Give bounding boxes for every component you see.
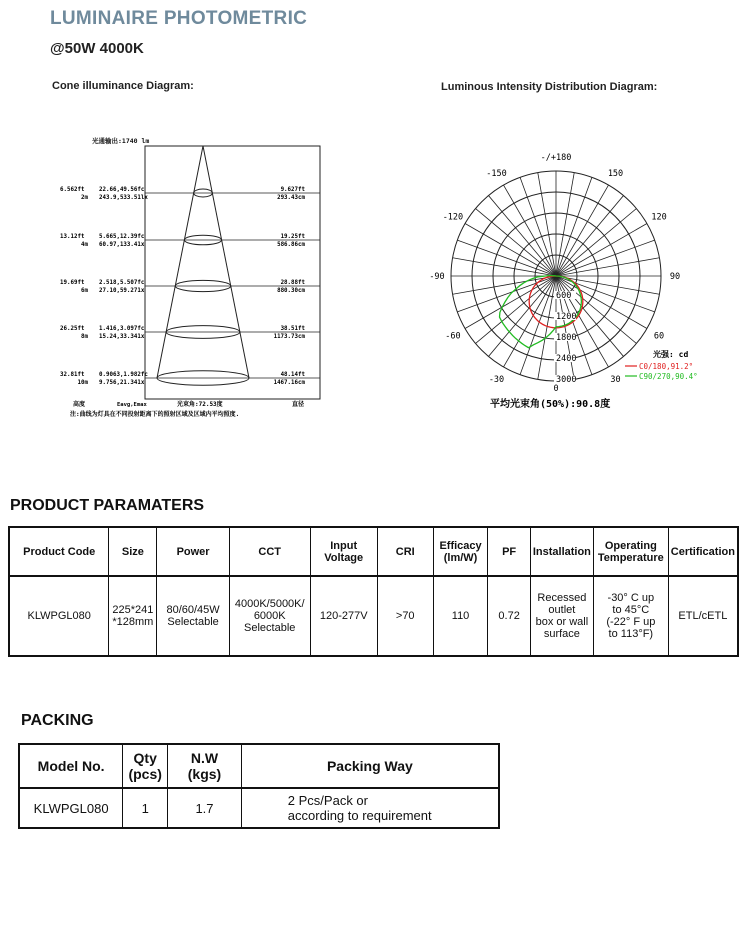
cone-height-m: 8m	[81, 334, 88, 340]
cone-diameter-ft: 38.51ft	[280, 326, 305, 332]
product-cell-0: KLWPGL080	[9, 576, 109, 656]
page-subtitle: @50W 4000K	[50, 40, 144, 57]
packing-header-cell-0: Model No.	[19, 744, 123, 788]
cone-diameter-ft: 28.88ft	[280, 280, 305, 286]
packing-cell-2: 1.7	[168, 788, 242, 828]
cone-diameter-cm: 1467.16cm	[273, 380, 305, 386]
product-header-cell-8: Installation	[530, 527, 593, 576]
cone-footer-eavg: Eavg,Emax	[117, 402, 147, 408]
product-header-cell-9: Operating Temperature	[593, 527, 668, 576]
cone-flux: 光通输出:1740 lm	[92, 137, 150, 145]
polar-angle-label: -90	[429, 272, 445, 282]
cone-eavg-fc: 1.416,3.097fc	[99, 326, 145, 332]
cone-eavg-lx: 9.756,21.341x	[99, 380, 145, 386]
product-header-cell-7: PF	[488, 527, 530, 576]
cone-diameter-cm: 1173.73cm	[273, 334, 305, 340]
polar-beam-angle: 平均光束角(50%):90.8度	[490, 399, 611, 410]
cone-eavg-fc: 0.9063,1.982fc	[99, 372, 148, 378]
product-cell-6: 110	[433, 576, 488, 656]
polar-radial-label: 3000	[556, 375, 577, 385]
polar-radial-label: 600	[556, 291, 572, 301]
cone-eavg-lx: 243.9,533.51lx	[99, 195, 148, 201]
cone-height-m: 2m	[81, 195, 88, 201]
packing-header-row	[19, 744, 499, 788]
cone-height-ft: 6.562ft	[60, 187, 85, 193]
polar-radial-label: 1200	[556, 312, 577, 322]
product-cell-5: >70	[377, 576, 433, 656]
product-header-cell-4: Input Voltage	[310, 527, 377, 576]
polar-radial-label: 2400	[556, 354, 577, 364]
packing-table	[18, 743, 500, 829]
polar-angle-label: -/+180	[540, 153, 572, 163]
product-header-cell-5: CRI	[377, 527, 433, 576]
cone-eavg-fc: 2.518,5.507fc	[99, 280, 145, 286]
cone-diameter-cm: 880.30cm	[277, 288, 305, 294]
cone-eavg-lx: 60.97,133.41x	[99, 242, 145, 248]
product-parameters-table	[8, 526, 739, 657]
cone-height-ft: 19.69ft	[60, 280, 85, 286]
polar-angle-label: 0	[553, 384, 559, 394]
cone-note: 注:曲线为灯具在不同投射距离下的照射区域及区域内平均照度.	[70, 411, 240, 418]
polar-angle-label: 90	[669, 272, 681, 282]
polar-unit: 光强: cd	[653, 350, 689, 359]
cone-height-m: 4m	[81, 242, 88, 248]
cone-diameter-ft: 19.25ft	[280, 234, 305, 240]
packing-cell-3: 2 Pcs/Pack or according to requirement	[241, 788, 499, 828]
product-cell-4: 120-277V	[310, 576, 377, 656]
cone-frame	[145, 146, 320, 399]
legend-c0-label: C0/180,91.2°	[639, 362, 694, 371]
polar-angle-label: -30	[488, 375, 505, 386]
product-header-cell-1: Size	[109, 527, 157, 576]
polar-angle-label: -150	[486, 168, 507, 179]
product-header-row	[9, 527, 738, 576]
cone-footer-height: 高度	[73, 401, 86, 408]
packing-heading: PACKING	[21, 712, 94, 729]
cone-diameter-ft: 9.627ft	[280, 187, 305, 193]
cone-eavg-lx: 27.10,59.271x	[99, 288, 145, 294]
cone-left-edge	[157, 146, 203, 378]
cone-height-ft: 13.12ft	[60, 234, 85, 240]
cone-eavg-lx: 15.24,33.341x	[99, 334, 145, 340]
product-header-cell-6: Efficacy (lm/W)	[433, 527, 488, 576]
table-row	[19, 788, 499, 828]
luminous-intensity-polar-diagram	[425, 150, 735, 415]
legend-c90-label: C90/270,90.4°	[639, 372, 698, 381]
cone-eavg-fc: 5.665,12.39fc	[99, 234, 145, 240]
product-header-cell-3: CCT	[229, 527, 310, 576]
cone-illuminance-diagram	[55, 130, 325, 425]
cone-diameter-ft: 48.14ft	[280, 372, 305, 378]
cone-diagram-heading: Cone illuminance Diagram:	[52, 80, 194, 92]
product-cell-3: 4000K/5000K/ 6000K Selectable	[229, 576, 310, 656]
polar-angle-label: 120	[651, 212, 667, 223]
product-cell-8: Recessed outlet box or wall surface	[530, 576, 593, 656]
cone-eavg-fc: 22.66,49.56fc	[99, 187, 145, 193]
packing-cell-0: KLWPGL080	[19, 788, 123, 828]
product-cell-7: 0.72	[488, 576, 530, 656]
page-title: LUMINAIRE PHOTOMETRIC	[50, 8, 308, 29]
cone-diameter-cm: 586.86cm	[277, 242, 305, 248]
polar-radial-label: 1800	[556, 333, 577, 343]
cone-diameter-cm: 293.43cm	[277, 195, 305, 201]
product-cell-9: -30° C up to 45°C (-22° F up to 113°F)	[593, 576, 668, 656]
product-heading: PRODUCT PARAMATERS	[10, 497, 205, 514]
cone-height-m: 6m	[81, 288, 88, 294]
polar-angle-label: -60	[445, 331, 461, 342]
product-header-cell-10: Certification	[668, 527, 738, 576]
cone-footer-diam: 直径	[292, 401, 305, 408]
table-row	[9, 576, 738, 656]
polar-angle-label: -120	[442, 212, 464, 223]
cone-footer-beam: 光束角:72.53度	[177, 401, 223, 408]
packing-cell-1: 1	[123, 788, 168, 828]
polar-angle-label: 60	[653, 331, 665, 342]
cone-height-ft: 32.81ft	[60, 372, 85, 378]
cone-rows	[60, 187, 320, 386]
product-cell-2: 80/60/45W Selectable	[157, 576, 230, 656]
cone-right-edge	[203, 146, 249, 378]
polar-angle-label: 150	[607, 168, 624, 179]
cone-outline	[157, 146, 249, 378]
packing-header-cell-2: N.W (kgs)	[168, 744, 242, 788]
cone-height-ft: 26.25ft	[60, 326, 85, 332]
product-header-cell-2: Power	[157, 527, 230, 576]
packing-header-cell-3: Packing Way	[241, 744, 499, 788]
polar-angle-label: 30	[610, 375, 621, 386]
cone-height-m: 10m	[77, 380, 88, 386]
packing-header-cell-1: Qty (pcs)	[123, 744, 168, 788]
product-cell-10: ETL/cETL	[668, 576, 738, 656]
product-cell-1: 225*241 *128mm	[109, 576, 157, 656]
polar-diagram-heading: Luminous Intensity Distribution Diagram:	[441, 81, 658, 93]
product-header-cell-0: Product Code	[9, 527, 109, 576]
